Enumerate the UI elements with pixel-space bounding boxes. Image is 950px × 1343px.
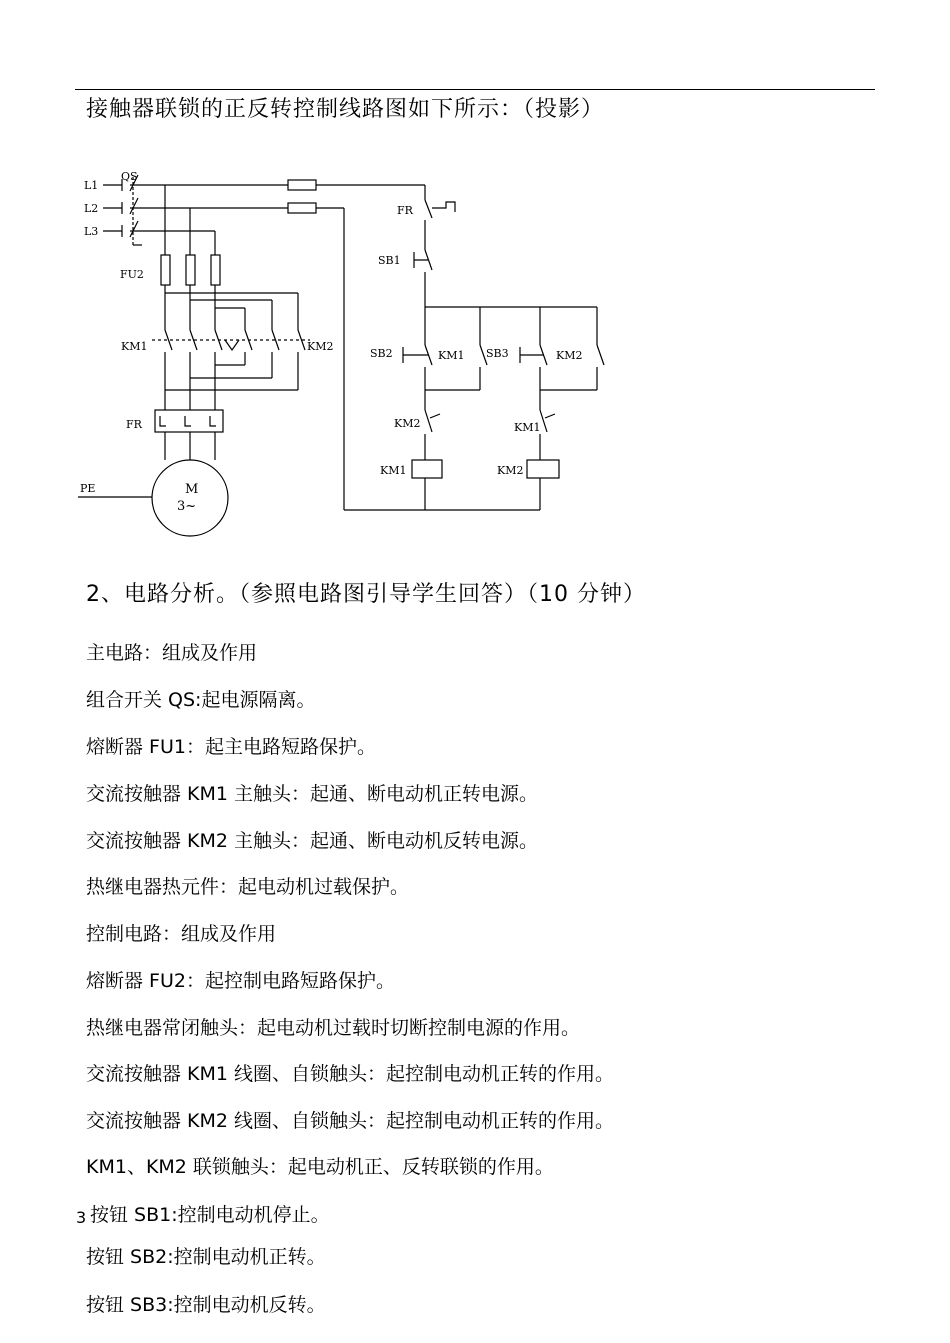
circuit-diagram: [0, 0, 950, 560]
text-line: 组合开关 QS:起电源隔离。: [86, 689, 316, 711]
text-line: 交流按触器 KM1 主触头：起通、断电动机正转电源。: [86, 783, 539, 805]
label-sb2: SB2: [370, 347, 393, 360]
label-km2-main: KM2: [307, 340, 334, 353]
text-line: 按钮 SB3:控制电动机反转。: [86, 1294, 326, 1316]
text-line: 主电路：组成及作用: [86, 642, 258, 664]
label-fr-ctrl: FR: [397, 204, 413, 217]
text-line: 热继电器热元件：起电动机过载保护。: [86, 876, 410, 898]
text-line: 熔断器 FU2：起控制电路短路保护。: [86, 970, 395, 992]
text-line: 按钮 SB1:控制电动机停止。: [90, 1204, 330, 1226]
text-line: 控制电路：组成及作用: [86, 923, 277, 945]
section-title: 2、电路分析。（参照电路图引导学生回答）（10 分钟）: [86, 582, 646, 607]
label-fr-main: FR: [126, 418, 142, 431]
text-line: 交流按触器 KM2 主触头：起通、断电动机反转电源。: [86, 830, 539, 852]
label-l2: L2: [84, 202, 99, 215]
text-line: 按钮 SB2:控制电动机正转。: [86, 1246, 326, 1268]
label-km1-coil: KM1: [380, 464, 407, 477]
text-line: 交流按触器 KM1 线圈、自锁触头：起控制电动机正转的作用。: [86, 1063, 615, 1085]
label-fu2: FU2: [120, 268, 144, 281]
label-pe: PE: [80, 482, 96, 495]
label-l1: L1: [84, 179, 99, 192]
label-sb3: SB3: [486, 347, 509, 360]
label-qs: QS: [121, 170, 138, 183]
text-line: 热继电器常闭触头：起电动机过载时切断控制电源的作用。: [86, 1017, 581, 1039]
label-l3: L3: [84, 225, 99, 238]
page-number: 3: [76, 1208, 87, 1227]
label-motor-m: M: [185, 482, 199, 497]
label-motor-phase: 3~: [177, 499, 197, 514]
label-sb1: SB1: [378, 254, 401, 267]
label-km1-interlock: KM1: [514, 421, 541, 434]
text-line: KM1、KM2 联锁触头：起电动机正、反转联锁的作用。: [86, 1156, 554, 1178]
label-km2-coil: KM2: [497, 464, 524, 477]
label-km1-hold: KM1: [438, 349, 465, 362]
heading: 接触器联锁的正反转控制线路图如下所示：（投影）: [86, 97, 605, 122]
text-line: 交流按触器 KM2 线圈、自锁触头：起控制电动机正转的作用。: [86, 1110, 615, 1132]
text-line: 熔断器 FU1：起主电路短路保护。: [86, 736, 376, 758]
label-km2-hold: KM2: [556, 349, 583, 362]
label-km1-main: KM1: [121, 340, 148, 353]
label-km2-interlock: KM2: [394, 417, 421, 430]
